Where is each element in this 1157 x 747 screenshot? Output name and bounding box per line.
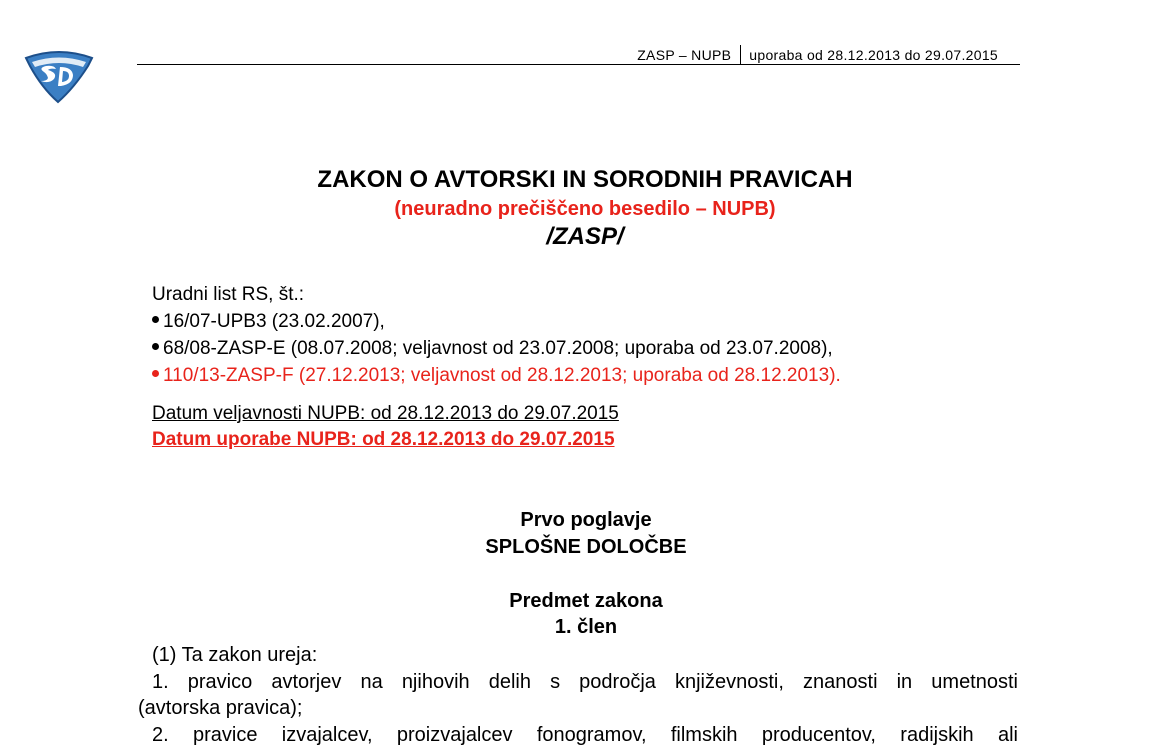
gazette-item-text: 68/08-ZASP-E (08.07.2008; veljavnost od 23.07.2008; uporaba od 23.07.2008), [163, 338, 833, 359]
chapter-title: SPLOŠNE DOLOČBE [485, 536, 687, 558]
sd-logo-icon [22, 48, 96, 104]
usage-date: Datum uporabe NUPB: od 28.12.2013 do 29.07.2015 [152, 429, 615, 450]
bullet-icon [152, 316, 159, 323]
paragraph-intro: (1) Ta zakon ureja: [152, 644, 318, 666]
header-separator [740, 45, 741, 65]
validity-date: Datum veljavnosti NUPB: od 28.12.2013 do 29.07.2015 [152, 403, 619, 424]
point-2-line-1: 2. pravice izvajalcev, proizvajalcev fonogramov, filmskih producentov, radijskih ali [152, 724, 1018, 746]
gazette-item-text: 16/07-UPB3 (23.02.2007), [163, 311, 385, 332]
gazette-item [152, 338, 833, 360]
document-title: ZAKON O AVTORSKI IN SORODNIH PRAVICAH [317, 166, 853, 193]
header-rule [137, 64, 1020, 65]
chapter-number: Prvo poglavje [520, 509, 652, 531]
header-law-code: ZASP – NUPB [637, 47, 732, 63]
header-usage-period: uporaba od 28.12.2013 do 29.07.2015 [749, 47, 998, 63]
point-1-line-2: (avtorska pravica); [138, 697, 303, 719]
bullet-icon [152, 343, 159, 350]
bullet-icon [152, 370, 159, 377]
gazette-item-text: 110/13-ZASP-F (27.12.2013; veljavnost od 28.12.2013; uporaba od 28.12.2013). [163, 365, 841, 386]
gazette-item [152, 365, 841, 387]
gazette-label: Uradni list RS, št.: [152, 284, 305, 305]
gazette-item [152, 311, 385, 333]
article-heading: Predmet zakona [509, 590, 663, 612]
document-subtitle: (neuradno prečiščeno besedilo – NUPB) [394, 198, 776, 220]
point-1-line-1: 1. pravico avtorjev na njihovih delih s področja književnosti, znanosti in umetnosti [152, 671, 1018, 693]
document-abbreviation: /ZASP/ [546, 223, 624, 250]
article-number: 1. člen [554, 616, 618, 638]
page-header [520, 45, 998, 65]
